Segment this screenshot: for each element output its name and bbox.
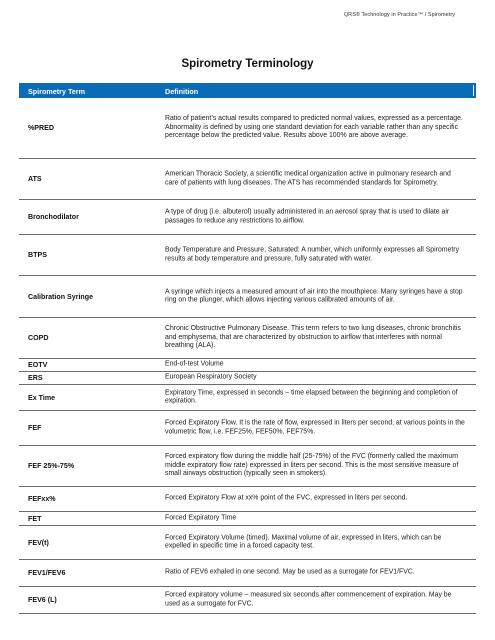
term-cell: FEV(t): [28, 538, 49, 547]
term-cell: FEF 25%-75%: [28, 462, 75, 470]
term-cell: FEV1/FEV6: [28, 569, 66, 577]
definition-cell: End-of-test Volume: [165, 360, 224, 368]
table-row: [19, 372, 476, 385]
definition-cell: Forced Expiratory Flow at xx% point of the FVC, expressed in liters per second.: [165, 494, 408, 502]
definition-cell: Forced Expiratory Volume (timed). Maximal volume of air, expressed in liters, which can be expelled in specific time in a forced capacity test.: [165, 533, 442, 550]
table-row: [19, 385, 476, 411]
table-row: [19, 411, 476, 446]
definition-cell: Forced Expiratory Time: [165, 514, 237, 522]
term-cell: FET: [28, 514, 42, 523]
table-row: [19, 318, 476, 359]
table-row: [19, 446, 476, 487]
term-cell: BTPS: [28, 251, 47, 259]
definition-cell: A type of drug (i.e. albuterol) usually administered in an aerosol spray that is used to dilate air passages to reduce any restrictions to airflow.: [165, 208, 450, 224]
table-row: [19, 526, 476, 560]
table-row: [19, 359, 476, 372]
table-row: [19, 276, 476, 318]
definition-cell: Forced expiratory volume – measured six seconds after commencement of expiration. May be used as a surrogate for FVC.: [165, 591, 452, 607]
header-edge-divider: [473, 85, 474, 96]
table-row: [19, 98, 476, 159]
term-cell: Ex Time: [28, 393, 56, 402]
term-cell: %PRED: [28, 124, 55, 132]
definition-cell: Ratio of patient’s actual results compared to predicted normal values, expressed as a percentage. Abnormality is defined by using one standard deviation for each variable rather than any specific percentage below the predicted value. Results above 100% are above average.: [165, 114, 463, 140]
table-row: [19, 235, 476, 276]
terminology-table: [19, 98, 476, 614]
definition-cell: Chronic Obstructive Pulmonary Disease. This term refers to two lung diseases, chronic bronchitis and emphysema, that are characterized by obstruction to airflow that interferes with normal breathing (ALA).: [165, 324, 461, 350]
column-header-definition: Definition: [165, 86, 199, 96]
running-header: QRS® Technology in Practice™ / Spirometry: [343, 12, 455, 18]
page-title: Spirometry Terminology: [181, 58, 314, 70]
term-cell: ATS: [28, 175, 42, 183]
table-row: [19, 560, 476, 587]
definition-cell: Body Temperature and Pressure, Saturated: A number, which uniformly expresses all Spirometry results at body temperature and pressure, fully saturated with water.: [165, 246, 460, 262]
table-row: [19, 512, 476, 526]
table-header: [19, 83, 476, 98]
table-row: [19, 587, 476, 614]
table-row: [19, 159, 476, 200]
term-cell: FEF: [28, 424, 42, 432]
definition-cell: Expiratory Time, expressed in seconds – time elapsed between the beginning and completion of expiration.: [165, 388, 458, 405]
definition-cell: American Thoracic Society, a scientific medical organization active in pulmonary research and care of patients with lung diseases. The ATS has recommended standards for Spirometry.: [165, 170, 451, 186]
definition-cell: A syringe which injects a measured amount of air into the mouthpiece. Many syringes have a stop ring on the plunger, which allows injecting various calibrated amounts of air.: [165, 287, 463, 304]
definition-cell: Forced expiratory flow during the middle half (25-75%) of the FVC (formerly called the maximum middle expiratory flow rate) expressed in liters per second. This is the most sensitive measure of small airways obstruction (typically seen in smokers).: [165, 452, 459, 478]
table-row: [19, 200, 476, 235]
term-cell: ERS: [28, 374, 43, 382]
term-cell: COPD: [28, 334, 49, 342]
term-cell: Calibration Syringe: [28, 292, 94, 301]
term-cell: FEV6 (L): [28, 596, 57, 604]
term-cell: FEFxx%: [28, 495, 56, 503]
table-row: [19, 487, 476, 512]
term-cell: Bronchodilator: [28, 213, 79, 221]
definition-cell: Forced Expiratory Flow. It is the rate of flow, expressed in liters per second, at various points in the volumetric flow, i.e. FEF25%, FEF50%, FEF75%.: [165, 419, 465, 435]
term-cell: EOTV: [28, 361, 48, 369]
definition-cell: Ratio of FEV6 exhaled in one second. May be used as a surrogate for FEV1/FVC.: [165, 568, 415, 576]
column-header-term: Spirometry Term: [28, 86, 85, 96]
definition-cell: European Respiratory Society: [165, 373, 257, 381]
